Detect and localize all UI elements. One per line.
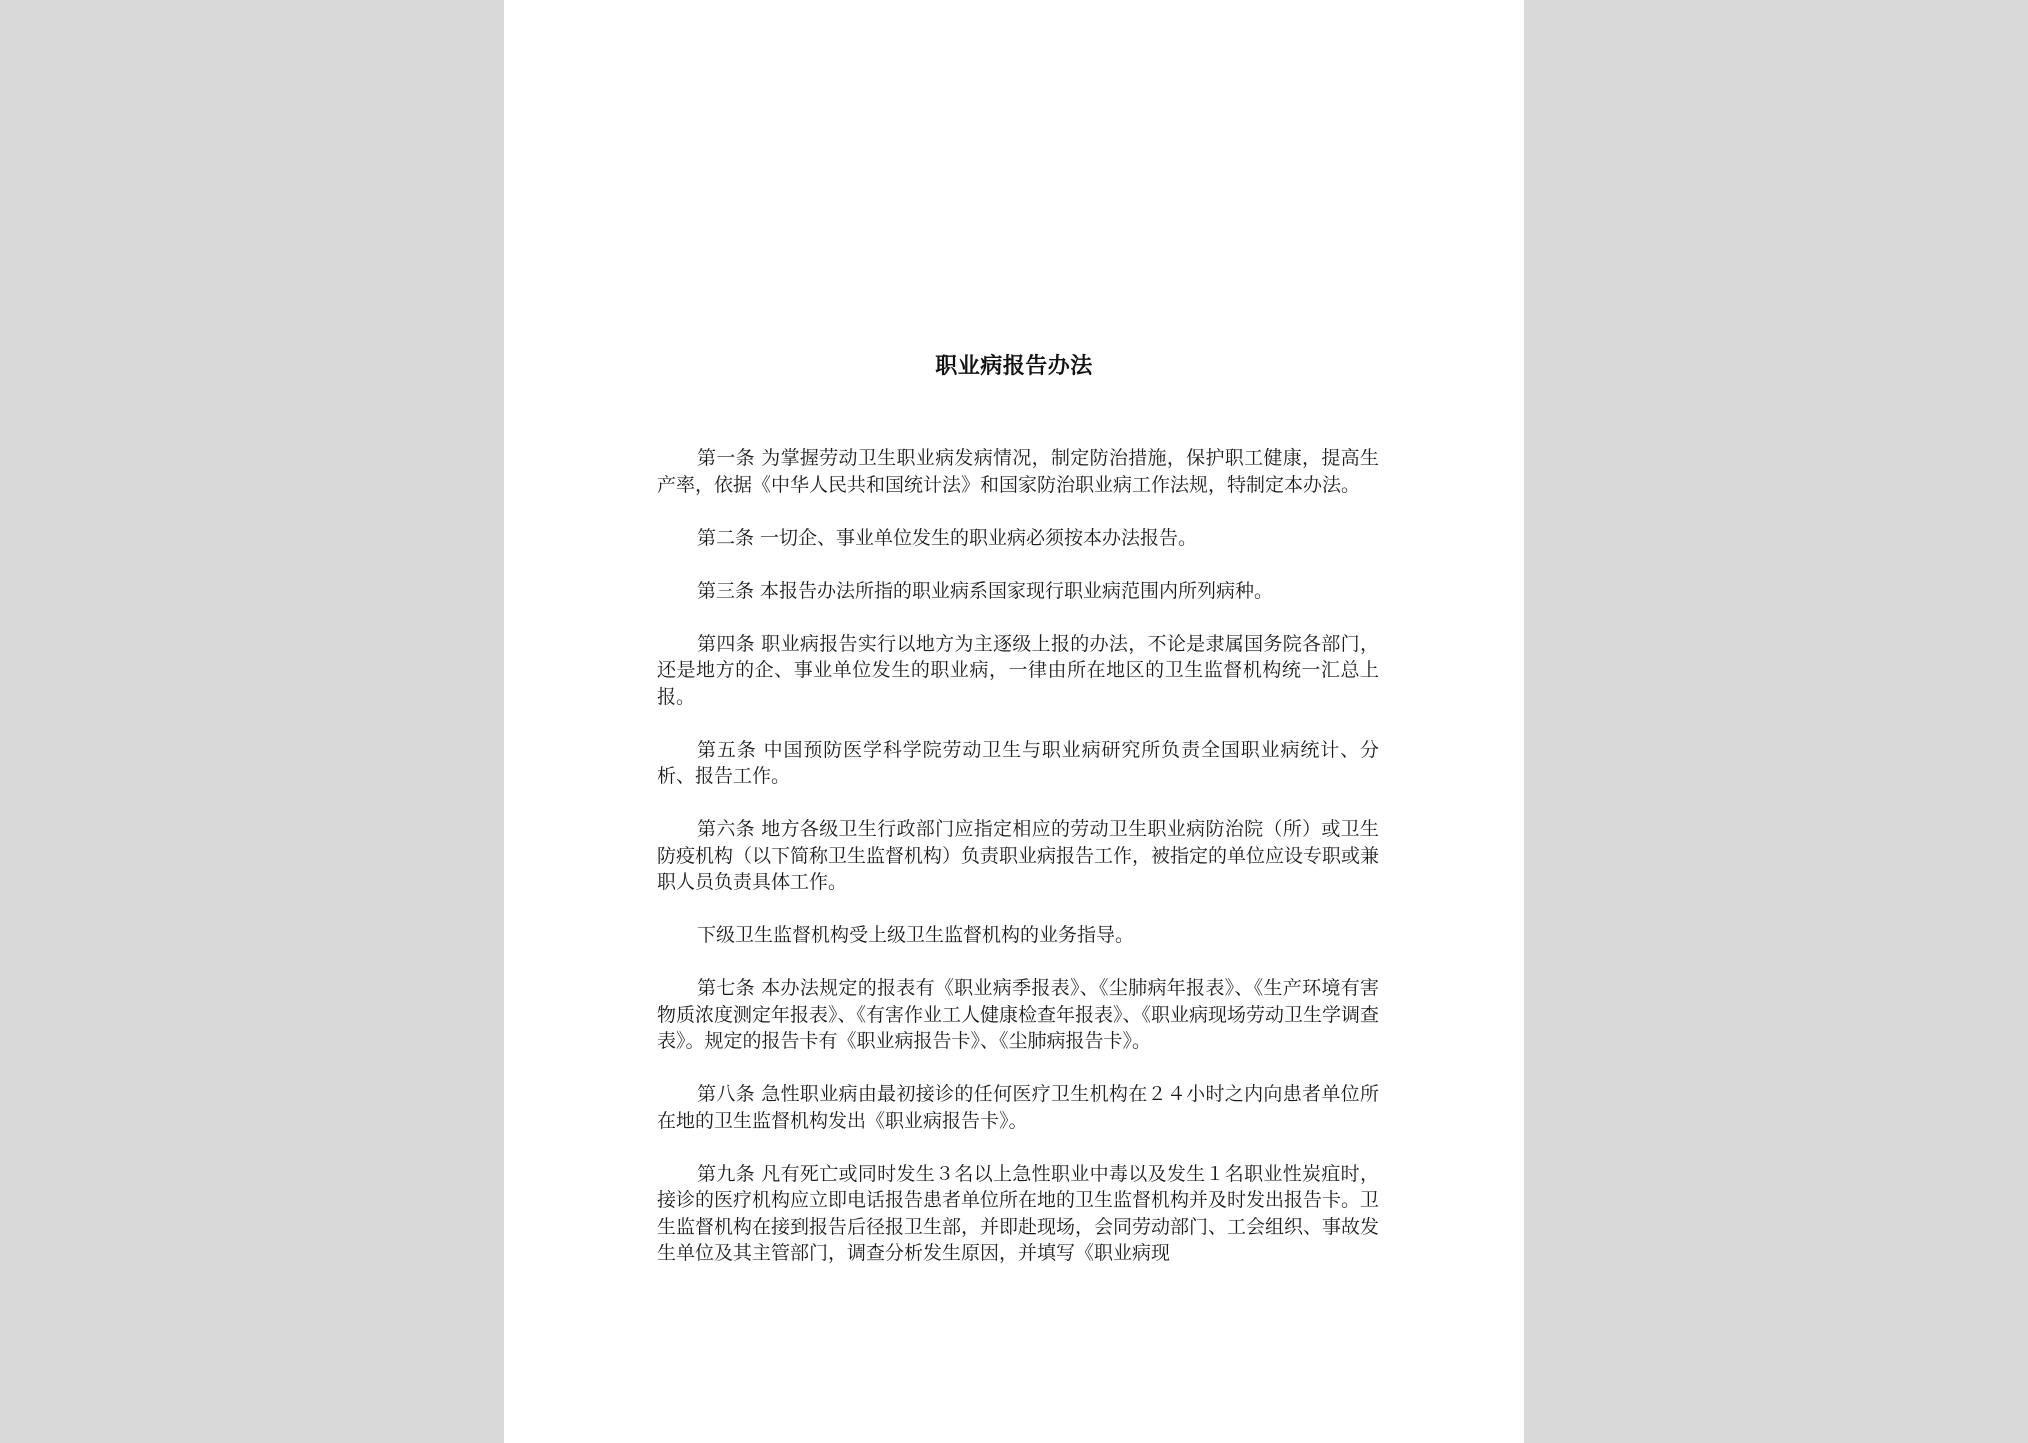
paragraph-article-1: 第一条 为掌握劳动卫生职业病发病情况，制定防治措施，保护职工健康，提高生产率，依据《中华人民共和国统计法》和国家防治职业病工作法规，特制定本办法。: [657, 447, 1379, 496]
document-page: [504, 0, 1524, 1443]
paragraph-article-6-note: 下级卫生监督机构受上级卫生监督机构的业务指导。: [697, 924, 1135, 946]
paragraph-article-7: 第七条 本办法规定的报表有《职业病季报表》、《尘肺病年报表》、《生产环境有害物质浓度测定年报表》、《有害作业工人健康检查年报表》、《职业病现场劳动卫生学调查表》。规定的报告卡有《职业病报告卡》、《尘肺病报告卡》。: [657, 977, 1380, 1052]
document-body: [657, 445, 1379, 1267]
paragraph-article-6: 第六条 地方各级卫生行政部门应指定相应的劳动卫生职业病防治院（所）或卫生防疫机构（以下简称卫生监督机构）负责职业病报告工作，被指定的单位应设专职或兼职人员负责具体工作。: [657, 818, 1380, 893]
paragraph-article-9: 第九条 凡有死亡或同时发生３名以上急性职业中毒以及发生１名职业性炭疽时，接诊的医疗机构应立即电话报告患者单位所在地的卫生监督机构并及时发出报告卡。卫生监督机构在接到报告后径报卫生部，并即赴现场，会同劳动部门、工会组织、事故发生单位及其主管部门，调查分析发生原因，并填写《职业病现: [657, 1162, 1380, 1264]
document-title: 职业病报告办法: [935, 353, 1093, 379]
paragraph-article-3: 第三条 本报告办法所指的职业病系国家现行职业病范围内所列病种。: [697, 579, 1274, 602]
paragraph-article-4: 第四条 职业病报告实行以地方为主逐级上报的办法，不论是隶属国务院各部门，还是地方的企、事业单位发生的职业病，一律由所在地区的卫生监督机构统一汇总上报。: [657, 632, 1379, 708]
paragraph-article-5: 第五条 中国预防医学科学院劳动卫生与职业病研究所负责全国职业病统计、分析、报告工作。: [657, 738, 1379, 787]
paragraph-article-2: 第二条 一切企、事业单位发生的职业病必须按本办法报告。: [697, 526, 1198, 549]
paragraph-article-8: 第八条 急性职业病由最初接诊的任何医疗卫生机构在２４小时之内向患者单位所在地的卫生监督机构发出《职业病报告卡》。: [657, 1083, 1379, 1132]
